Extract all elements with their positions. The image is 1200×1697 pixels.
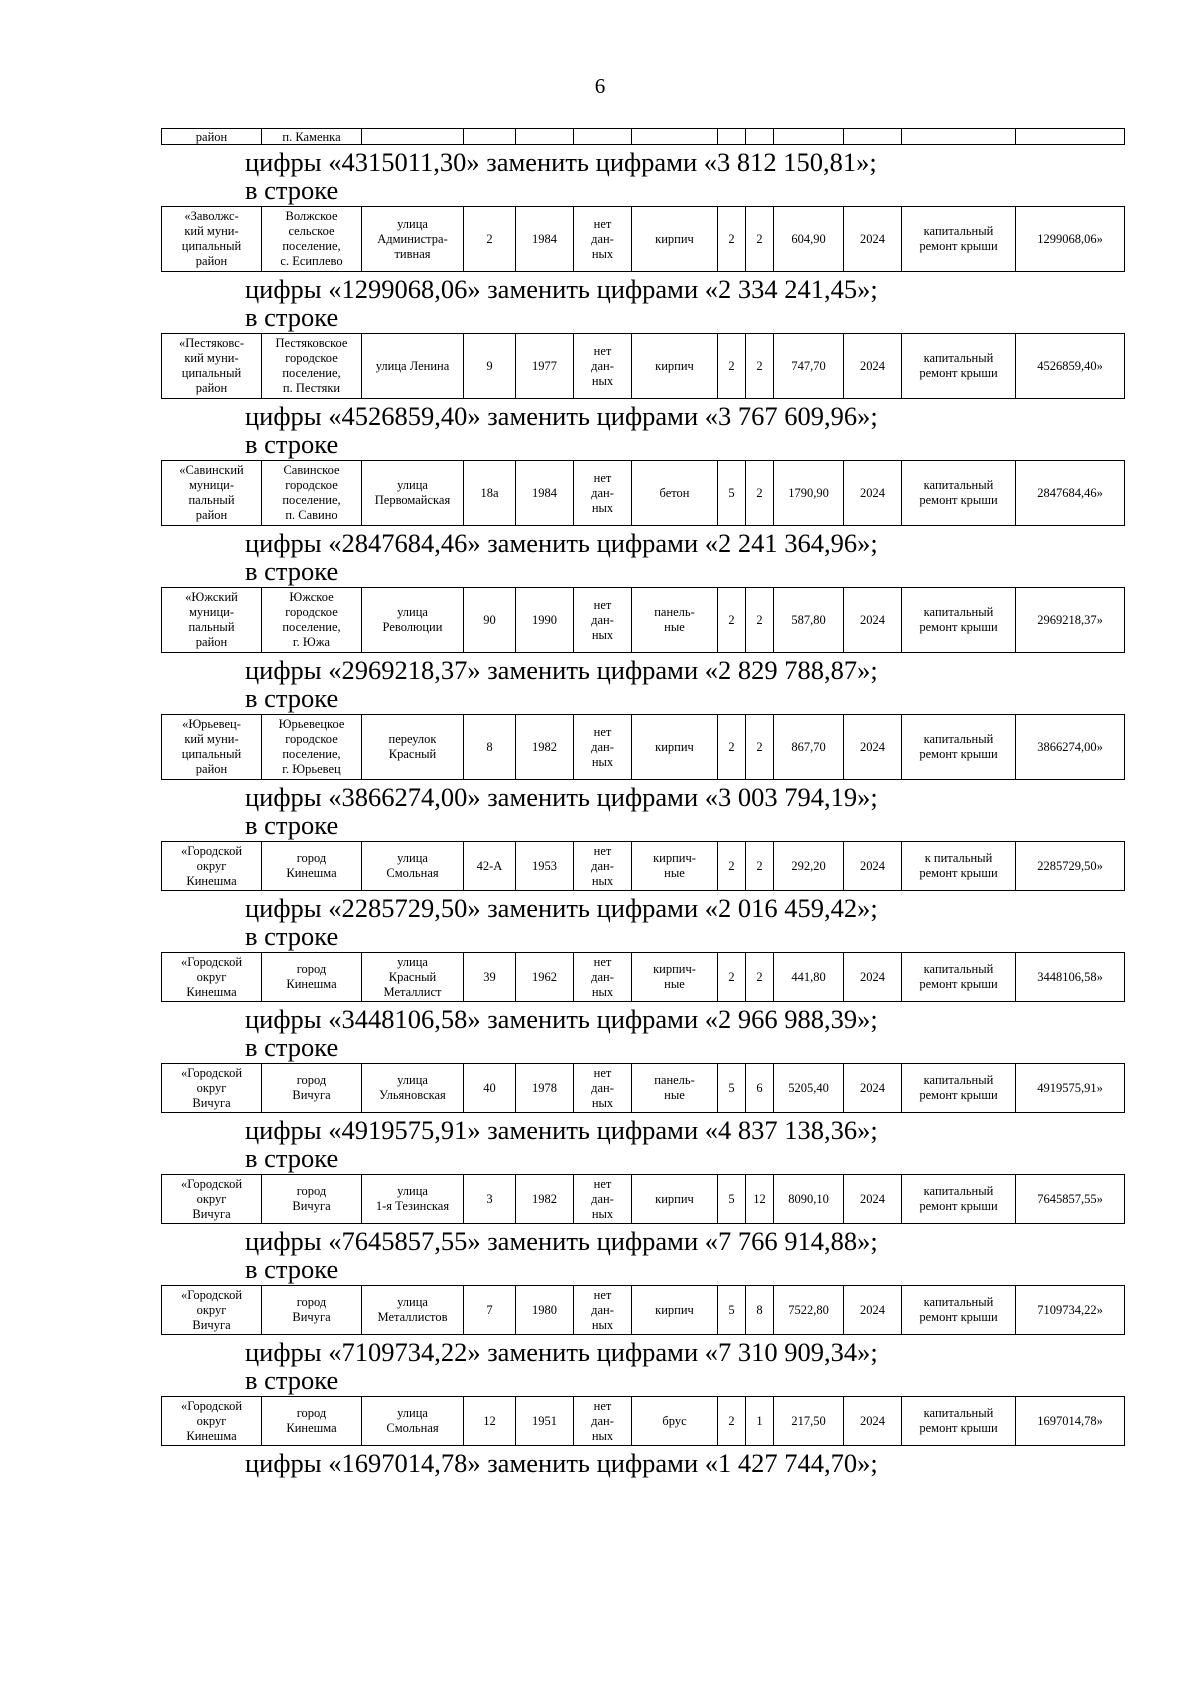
table-row-continued [161,128,1125,145]
table-cell: 292,20 [774,842,844,891]
table-cell: капитальный ремонт крыши [902,1286,1016,1335]
table-cell: «Городской округ Кинешма [162,1397,262,1446]
table-row-block [161,206,1125,272]
table-cell: 2024 [844,334,902,399]
table-row [162,588,1125,653]
table-cell: 1980 [516,1286,574,1335]
table-cell: кирпич- ные [632,953,718,1002]
table-cell: 867,70 [774,715,844,780]
table-cell: 1984 [516,461,574,526]
table-cell: 3448106,58» [1016,953,1125,1002]
table-row-block [161,1396,1125,1446]
table-cell: 2 [746,207,774,272]
table-cell: 2 [718,334,746,399]
table-cell: город Кинешма [262,1397,362,1446]
table-cell: 2024 [844,588,902,653]
table-cell: 5205,40 [774,1064,844,1113]
table-cell: 8 [464,715,516,780]
table-cell: капитальный ремонт крыши [902,1064,1016,1113]
table-cell: переулок Красный [362,715,464,780]
table-row-block [161,333,1125,399]
table-cell [632,129,718,145]
replacement-text: цифры «1299068,06» заменить цифрами «2 334 241,45»; [245,274,878,304]
table-cell: 2024 [844,1286,902,1335]
table-cell: 1978 [516,1064,574,1113]
table-cell: капитальный ремонт крыши [902,207,1016,272]
table-cell: нет дан- ных [574,1175,632,1224]
table-cell: нет дан- ных [574,207,632,272]
table-cell: 2024 [844,715,902,780]
table-cell: город Кинешма [262,842,362,891]
table-cell: нет дан- ных [574,1064,632,1113]
table-cell: улица Ульяновская [362,1064,464,1113]
table-row-block [161,714,1125,780]
table-cell: улица Металлистов [362,1286,464,1335]
replacement-text: цифры «2285729,50» заменить цифрами «2 016 459,42»; [245,893,878,923]
table-cell: 6 [746,1064,774,1113]
table-cell: «Юрьевец- кий муни- ципальный район [162,715,262,780]
table-row [162,1064,1125,1113]
table-cell: бетон [632,461,718,526]
instruction-in-row: в строке [245,1032,339,1062]
instruction-in-row: в строке [245,175,339,205]
table-cell [1016,129,1125,145]
table-cell [774,129,844,145]
table-cell: «Городской округ Кинешма [162,842,262,891]
table-cell: кирпич- ные [632,842,718,891]
table-cell: район [162,129,262,145]
table-cell: Юрьевецкое городское поселение, г. Юрьевец [262,715,362,780]
table-cell: 2024 [844,1175,902,1224]
table-cell: улица 1-я Тезинская [362,1175,464,1224]
table-cell: улица Ленина [362,334,464,399]
table-row-block [161,1174,1125,1224]
table-cell [902,129,1016,145]
table-cell: 2969218,37» [1016,588,1125,653]
table-cell: 39 [464,953,516,1002]
table-cell: 2 [746,953,774,1002]
table-cell: капитальный ремонт крыши [902,1397,1016,1446]
table-cell: 18а [464,461,516,526]
table-cell: улица Администра- тивная [362,207,464,272]
table-cell: «Заволжс- кий муни- ципальный район [162,207,262,272]
replacement-text: цифры «7645857,55» заменить цифрами «7 766 914,88»; [245,1226,878,1256]
table-cell: 4919575,91» [1016,1064,1125,1113]
table-cell: 9 [464,334,516,399]
table-cell: Пестяковское городское поселение, п. Пестяки [262,334,362,399]
table-row [162,1175,1125,1224]
table-cell: панель- ные [632,1064,718,1113]
table-row-block [161,952,1125,1002]
table-cell: «Городской округ Кинешма [162,953,262,1002]
table-cell: 12 [746,1175,774,1224]
table-cell: 3 [464,1175,516,1224]
table-cell: 441,80 [774,953,844,1002]
table-cell: город Вичуга [262,1286,362,1335]
table-cell: 5 [718,1175,746,1224]
table-cell: 2024 [844,1397,902,1446]
table-cell: 2 [718,588,746,653]
table-row [162,334,1125,399]
table-cell: 1962 [516,953,574,1002]
table-cell: капитальный ремонт крыши [902,334,1016,399]
table-cell: 2 [718,953,746,1002]
table-cell: 2024 [844,842,902,891]
table-cell: 2 [464,207,516,272]
table-row [162,1286,1125,1335]
table-cell: нет дан- ных [574,842,632,891]
table-cell: брус [632,1397,718,1446]
instruction-in-row: в строке [245,921,339,951]
table-cell: 90 [464,588,516,653]
table-cell: 1 [746,1397,774,1446]
table-cell: 1982 [516,715,574,780]
table-cell: улица Революции [362,588,464,653]
replacement-text: цифры «2969218,37» заменить цифрами «2 829 788,87»; [245,655,878,685]
replacement-text: цифры «4315011,30» заменить цифрами «3 812 150,81»; [245,147,877,177]
table-row [162,461,1125,526]
table-cell: «Городской округ Вичуга [162,1064,262,1113]
table-cell: нет дан- ных [574,953,632,1002]
table-cell: к питальный ремонт крыши [902,842,1016,891]
table-cell: «Южский муници- пальный район [162,588,262,653]
table-cell: 2 [746,461,774,526]
table-cell: 2847684,46» [1016,461,1125,526]
table-cell: 5 [718,1064,746,1113]
table-cell [746,129,774,145]
table-cell: Южское городское поселение, г. Южа [262,588,362,653]
table-cell: нет дан- ных [574,588,632,653]
table-cell: кирпич [632,1286,718,1335]
table-cell: 2 [718,842,746,891]
table-cell: 604,90 [774,207,844,272]
table-row-block [161,841,1125,891]
table-cell: 2 [718,207,746,272]
table-cell: город Вичуга [262,1064,362,1113]
table-cell: 2 [718,715,746,780]
table-cell: улица Смольная [362,842,464,891]
table-cell: 8090,10 [774,1175,844,1224]
table-cell: 8 [746,1286,774,1335]
table-cell: 1990 [516,588,574,653]
table-cell: капитальный ремонт крыши [902,588,1016,653]
table-row [162,842,1125,891]
table-cell: 12 [464,1397,516,1446]
table-cell: улица Первомайская [362,461,464,526]
table-cell: 2 [746,842,774,891]
table-cell: город Кинешма [262,953,362,1002]
table-cell: 4526859,40» [1016,334,1125,399]
instruction-in-row: в строке [245,810,339,840]
table-row [162,207,1125,272]
table-cell: капитальный ремонт крыши [902,715,1016,780]
replacement-text: цифры «7109734,22» заменить цифрами «7 310 909,34»; [245,1337,878,1367]
table-cell [516,129,574,145]
instruction-in-row: в строке [245,1254,339,1284]
table-cell [464,129,516,145]
table-cell: 7 [464,1286,516,1335]
table-cell: капитальный ремонт крыши [902,953,1016,1002]
table-cell: панель- ные [632,588,718,653]
table-cell: кирпич [632,334,718,399]
table-cell: «Савинский муници- пальный район [162,461,262,526]
table-cell: 42-А [464,842,516,891]
table-cell: Савинское городское поселение, п. Савино [262,461,362,526]
table-cell: нет дан- ных [574,461,632,526]
replacement-text: цифры «4526859,40» заменить цифрами «3 767 609,96»; [245,401,878,431]
replacement-text: цифры «2847684,46» заменить цифрами «2 241 364,96»; [245,528,878,558]
instruction-in-row: в строке [245,556,339,586]
table-row-block [161,1063,1125,1113]
replacement-text: цифры «3866274,00» заменить цифрами «3 003 794,19»; [245,782,878,812]
table-cell: нет дан- ных [574,1286,632,1335]
replacement-text: цифры «4919575,91» заменить цифрами «4 837 138,36»; [245,1115,878,1145]
table-cell: 1982 [516,1175,574,1224]
table-cell: 2024 [844,1064,902,1113]
table-cell: 5 [718,461,746,526]
table-cell: 1299068,06» [1016,207,1125,272]
table-cell [574,129,632,145]
table-cell: 747,70 [774,334,844,399]
document-body [161,128,1124,1480]
table-row-block [161,1285,1125,1335]
table-cell: «Городской округ Вичуга [162,1286,262,1335]
table-cell: 2 [746,334,774,399]
instruction-in-row: в строке [245,1143,339,1173]
table-row [162,953,1125,1002]
table-cell: 2 [718,1397,746,1446]
table-cell: капитальный ремонт крыши [902,1175,1016,1224]
table-cell: капитальный ремонт крыши [902,461,1016,526]
table-cell: 7522,80 [774,1286,844,1335]
table-cell: 1977 [516,334,574,399]
table-cell: 1984 [516,207,574,272]
table-cell: 2285729,50» [1016,842,1125,891]
table-cell: «Городской округ Вичуга [162,1175,262,1224]
table-cell: 1697014,78» [1016,1397,1125,1446]
table-cell: 7645857,55» [1016,1175,1125,1224]
table-cell: кирпич [632,1175,718,1224]
table-row [162,129,1125,145]
table-cell: кирпич [632,207,718,272]
replacement-text: цифры «3448106,58» заменить цифрами «2 966 988,39»; [245,1004,878,1034]
instruction-in-row: в строке [245,302,339,332]
table-cell: 217,50 [774,1397,844,1446]
table-cell: нет дан- ных [574,334,632,399]
table-cell [362,129,464,145]
table-cell: город Вичуга [262,1175,362,1224]
page-number: 6 [594,74,606,98]
table-cell: 2024 [844,953,902,1002]
table-row [162,715,1125,780]
table-cell: 1790,90 [774,461,844,526]
table-cell: 2024 [844,207,902,272]
table-cell: Волжское сельское поселение, с. Есиплево [262,207,362,272]
table-cell: 3866274,00» [1016,715,1125,780]
table-cell [718,129,746,145]
table-cell: 1951 [516,1397,574,1446]
table-cell: 40 [464,1064,516,1113]
table-cell: 587,80 [774,588,844,653]
table-cell: 5 [718,1286,746,1335]
table-cell [844,129,902,145]
table-cell: 2 [746,715,774,780]
table-cell: 7109734,22» [1016,1286,1125,1335]
table-cell: кирпич [632,715,718,780]
instruction-in-row: в строке [245,429,339,459]
instruction-in-row: в строке [245,683,339,713]
table-cell: п. Каменка [262,129,362,145]
table-cell: 2024 [844,461,902,526]
table-row-block [161,587,1125,653]
table-row-block [161,460,1125,526]
table-row [162,1397,1125,1446]
replacement-text: цифры «1697014,78» заменить цифрами «1 427 744,70»; [245,1448,878,1478]
table-cell: улица Смольная [362,1397,464,1446]
table-cell: 1953 [516,842,574,891]
table-cell: нет дан- ных [574,715,632,780]
table-cell: нет дан- ных [574,1397,632,1446]
table-cell: улица Красный Металлист [362,953,464,1002]
table-cell: 2 [746,588,774,653]
table-cell: «Пестяковс- кий муни- ципальный район [162,334,262,399]
instruction-in-row: в строке [245,1365,339,1395]
